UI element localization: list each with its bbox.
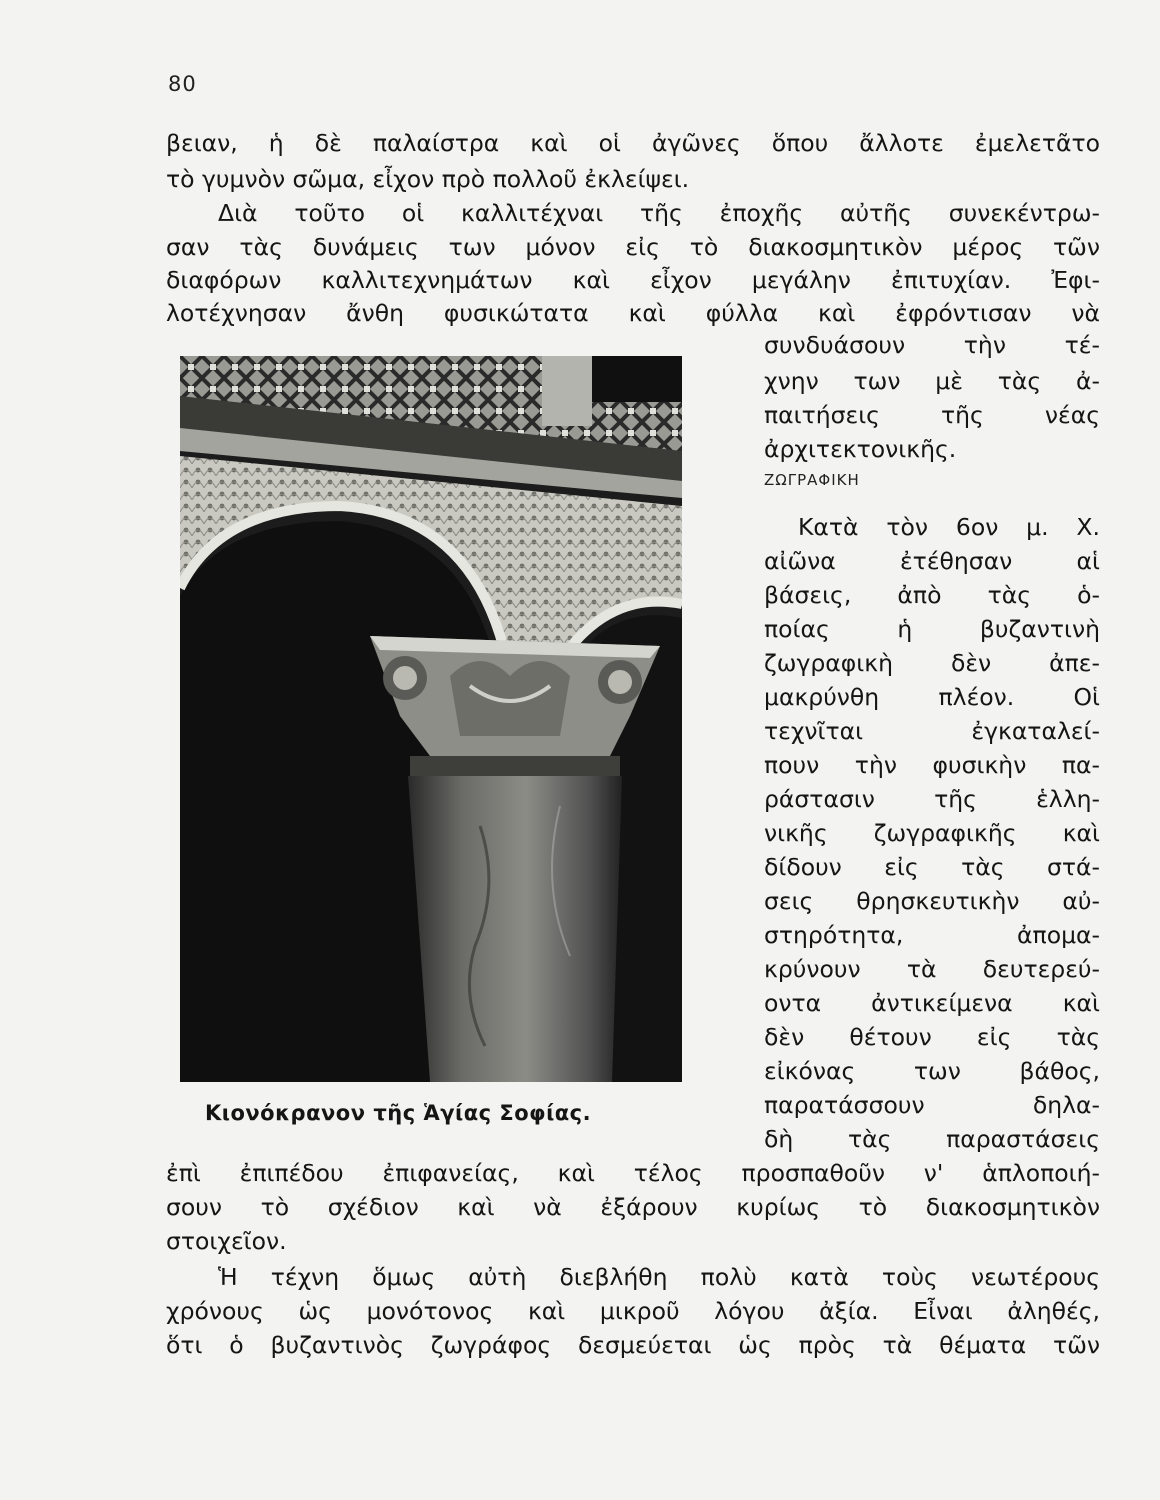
text-line: βειαν, ἡ δὲ παλαίστρα καὶ οἱ ἀγῶνες ὅπου ἄλλοτε ἐμελετᾶτο (166, 129, 1100, 157)
text-line: χρόνους ὡς μονότονος καὶ μικροῦ λόγου ἀξία. Εἶναι ἀληθές, (166, 1297, 1100, 1325)
text-line: οντα ἀντικείμενα καὶ (764, 989, 1100, 1017)
text-line: Ἡ τέχνη ὅμως αὐτὴ διεβλήθη πολὺ κατὰ τοὺς νεωτέρους (218, 1263, 1100, 1291)
text-line: παιτήσεις τῆς νέας (764, 401, 1100, 429)
text-line: στοιχεῖον. (166, 1227, 287, 1255)
section-heading: ΖΩΓΡΑΦΙΚΗ (764, 471, 860, 489)
text-line: συνδυάσουν τὴν τέ- (764, 331, 1100, 359)
text-line: αἰῶνα ἐτέθησαν αἱ (764, 547, 1100, 575)
column-capital-photo (180, 356, 682, 1082)
page-number: 80 (168, 72, 197, 96)
text-line: βάσεις, ἀπὸ τὰς ὁ- (764, 581, 1100, 609)
figure-caption: Κιονόκρανον τῆς Ἁγίας Σοφίας. (205, 1101, 592, 1125)
text-line: ζωγραφικὴ δὲν ἀπε- (764, 649, 1100, 677)
text-line: Διὰ τοῦτο οἱ καλλιτέχναι τῆς ἐποχῆς αὐτῆς συνεκέντρω- (218, 199, 1100, 227)
text-line: ράστασιν τῆς ἑλλη- (764, 785, 1100, 813)
text-line: πουν τὴν φυσικὴν πα- (764, 751, 1100, 779)
text-line: δίδουν εἰς τὰς στά- (764, 853, 1100, 881)
text-line: στηρότητα, ἀπομα- (764, 921, 1100, 949)
text-line: ἀρχιτεκτονικῆς. (764, 435, 957, 463)
text-line: σουν τὸ σχέδιον καὶ νὰ ἐξάρουν κυρίως τὸ διακοσμητικὸν (166, 1193, 1100, 1221)
text-line: λοτέχνησαν ἄνθη φυσικώτατα καὶ φύλλα καὶ ἐφρόντισαν νὰ (166, 299, 1100, 327)
text-line: ποίας ἡ βυζαντινὴ (764, 615, 1100, 643)
text-line: διαφόρων καλλιτεχνημάτων καὶ εἶχον μεγάλην ἐπιτυχίαν. Ἐφι- (166, 266, 1100, 294)
text-line: μακρύνθη πλέον. Οἱ (764, 683, 1100, 711)
text-line: κρύνουν τὰ δευτερεύ- (764, 955, 1100, 983)
text-line: δὲν θέτουν εἰς τὰς (764, 1023, 1100, 1051)
text-line: τὸ γυμνὸν σῶμα, εἶχον πρὸ πολλοῦ ἐκλείψει. (166, 165, 690, 193)
text-line: τεχνῖται ἐγκαταλεί- (764, 717, 1100, 745)
text-line: ὅτι ὁ βυζαντινὸς ζωγράφος δεσμεύεται ὡς πρὸς τὰ θέματα τῶν (166, 1331, 1100, 1359)
text-line: παρατάσσουν δηλα- (764, 1091, 1100, 1119)
text-line: Κατὰ τὸν 6ον μ. Χ. (798, 513, 1100, 541)
text-line: σεις θρησκευτικὴν αὐ- (764, 887, 1100, 915)
text-line: ἐπὶ ἐπιπέδου ἐπιφανείας, καὶ τέλος προσπαθοῦν ν' ἁπλοποιή- (166, 1159, 1100, 1187)
text-line: χνην των μὲ τὰς ἀ- (764, 367, 1100, 395)
text-line: σαν τὰς δυνάμεις των μόνον εἰς τὸ διακοσμητικὸν μέρος τῶν (166, 233, 1100, 261)
text-line: εἰκόνας των βάθος, (764, 1057, 1100, 1085)
text-line: νικῆς ζωγραφικῆς καὶ (764, 819, 1100, 847)
text-line: δὴ τὰς παραστάσεις (764, 1125, 1100, 1153)
